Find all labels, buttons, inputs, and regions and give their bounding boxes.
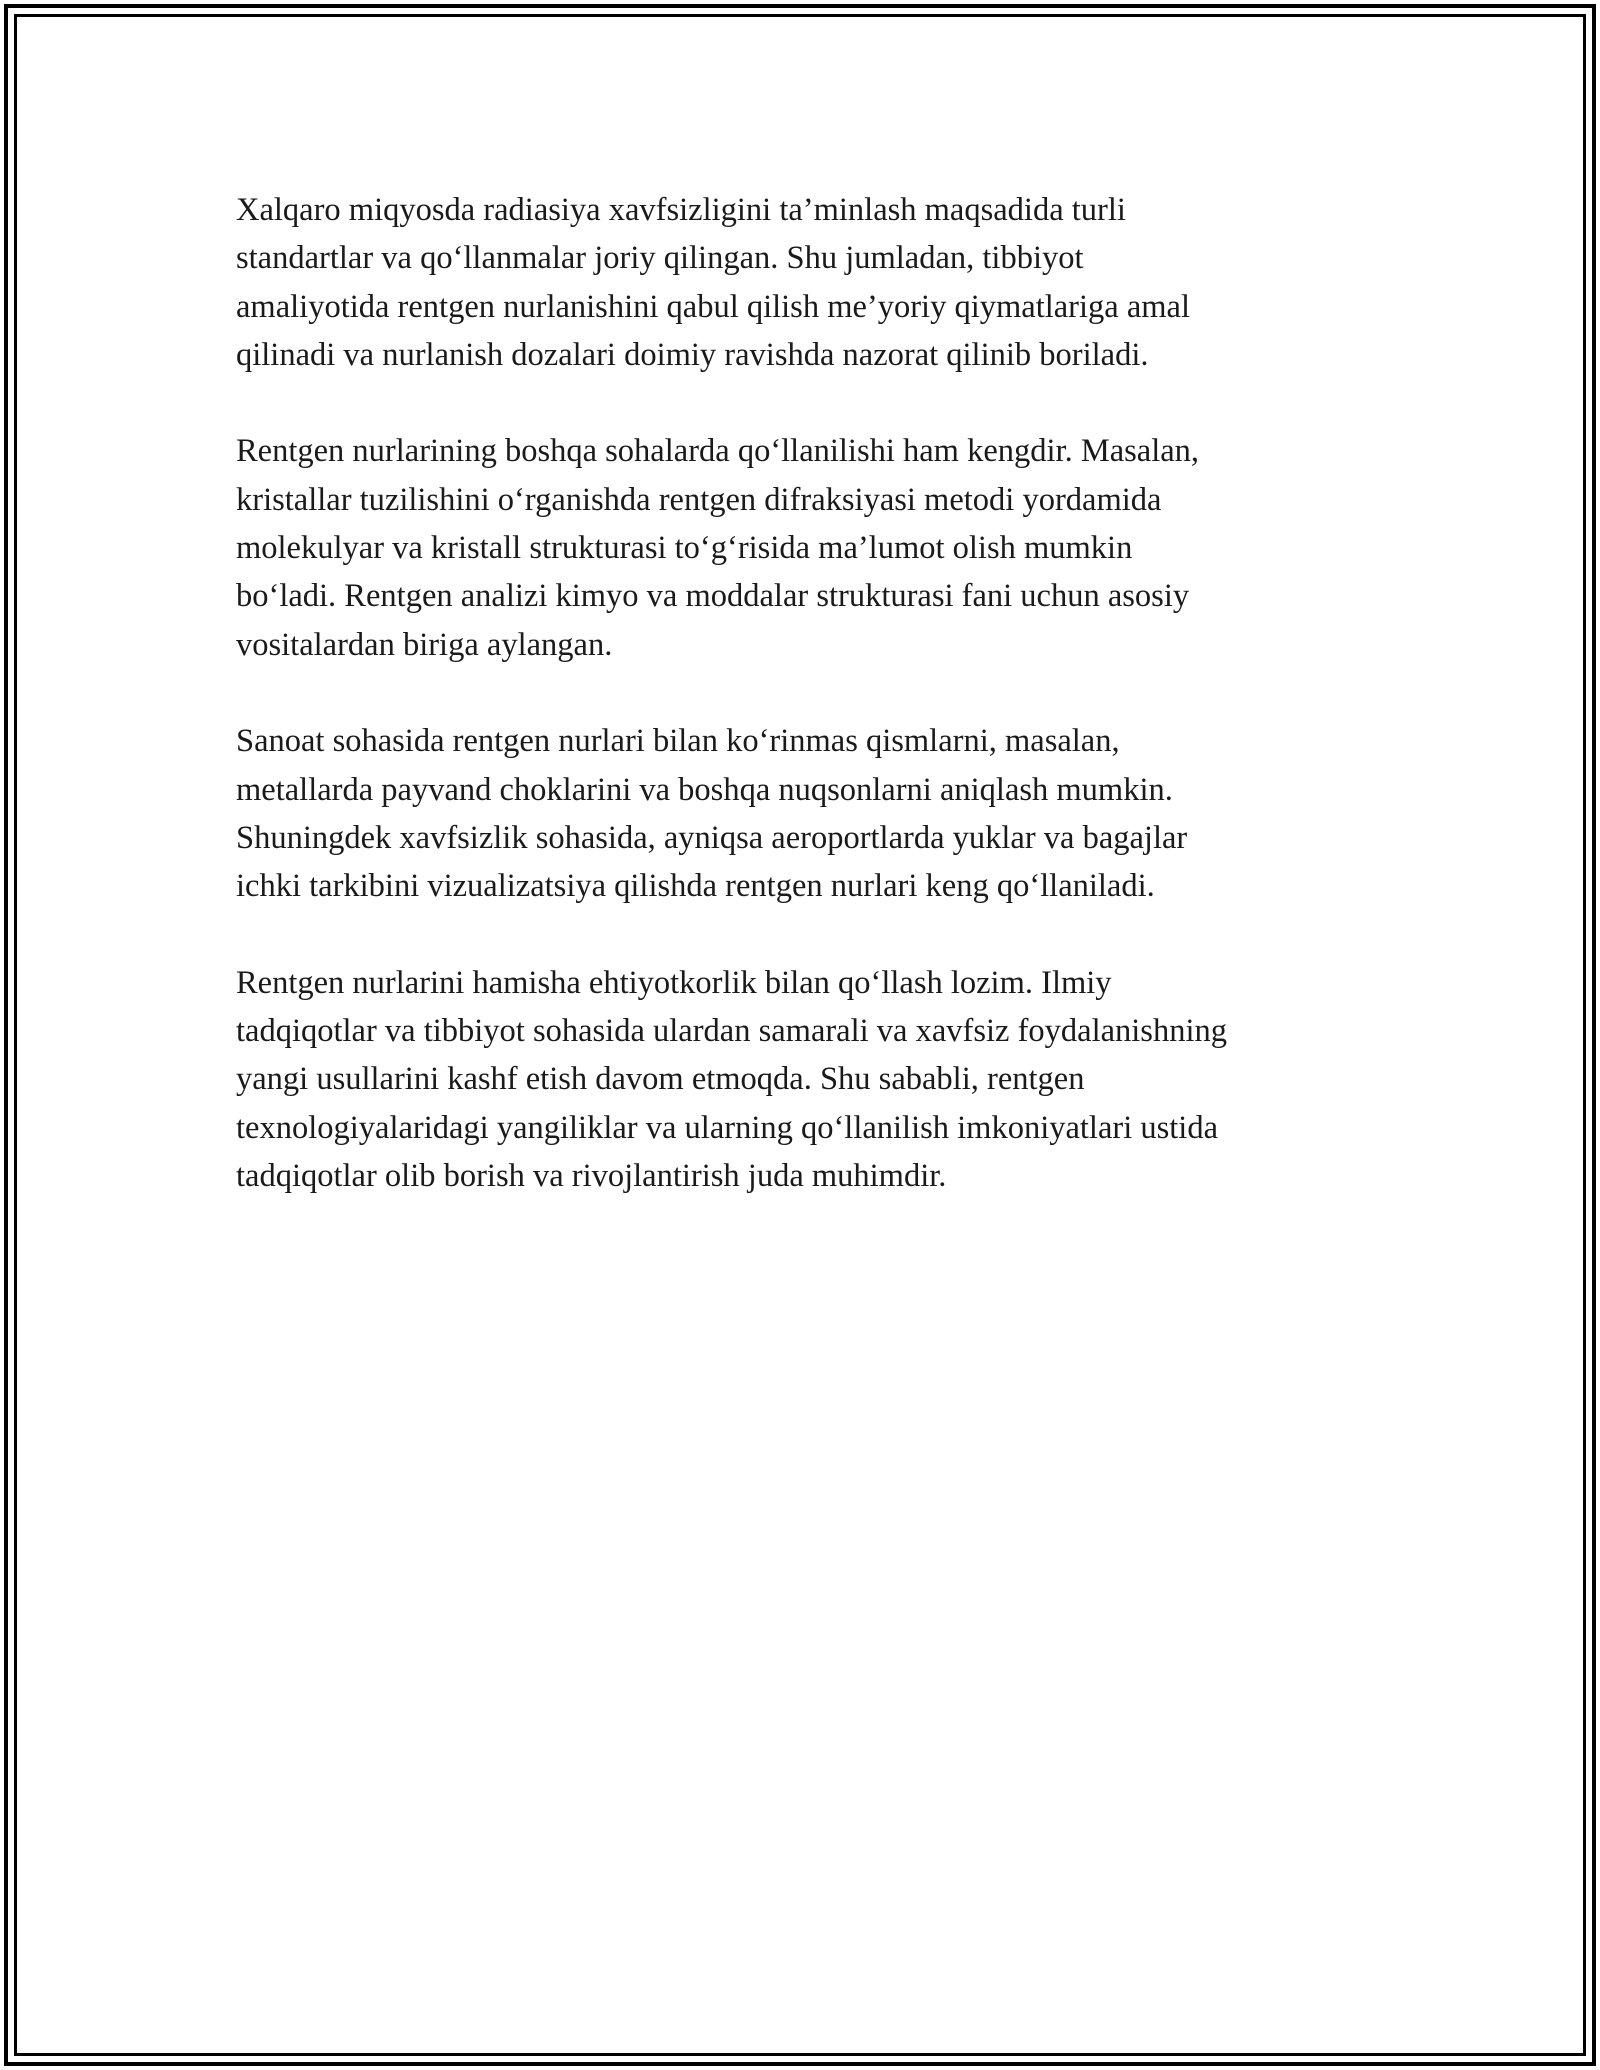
text-line: qilinadi va nurlanish dozalari doimiy ravishda nazorat qilinib boriladi. [236,336,1149,373]
text-line: Shuningdek xavfsizlik sohasida, ayniqsa aeroportlarda yuklar va bagajlar [236,819,1188,856]
text-line: ichki tarkibini vizualizatsiya qilishda rentgen nurlari keng qo‘llaniladi. [236,868,1155,905]
text-line: vositalardan biriga aylangan. [236,626,613,663]
paragraph-1 [236,186,1366,379]
paragraph-4 [236,959,1366,1200]
text-line: yangi usullarini kashf etish davom etmoqda. Shu sababli, rentgen [236,1061,1085,1098]
text-line: Xalqaro miqyosda radiasiya xavfsizligini ta’minlash maqsadida turli [236,192,1126,228]
text-line: metallarda payvand choklarini va boshqa nuqsonlarni aniqlash mumkin. [236,771,1173,808]
paragraph-2 [236,427,1366,668]
paragraph-3 [236,717,1366,910]
text-line: Sanoat sohasida rentgen nurlari bilan ko‘rinmas qismlarni, masalan, [236,723,1120,760]
text-line: tadqiqotlar olib borish va rivojlantirish juda muhimdir. [236,1157,947,1194]
text-line: tadqiqotlar va tibbiyot sohasida ulardan samarali va xavfsiz foydalanishning [236,1013,1227,1050]
text-line: texnologiyalaridagi yangiliklar va ularning qo‘llanilish imkoniyatlari ustida [236,1109,1218,1146]
text-line: Rentgen nurlarini hamisha ehtiyotkorlik bilan qo‘llash lozim. Ilmiy [236,964,1112,1001]
text-line: Rentgen nurlarining boshqa sohalarda qo‘llanilishi ham kengdir. Masalan, [236,433,1200,470]
text-line: standartlar va qo‘llanmalar joriy qilingan. Shu jumladan, tibbiyot [236,240,1084,277]
text-line: kristallar tuzilishini o‘rganishda rentgen difraksiyasi metodi yordamida [236,481,1162,518]
document-body [236,186,1366,1249]
text-line: molekulyar va kristall strukturasi to‘g‘risida ma’lumot olish mumkin [236,530,1133,567]
text-line: amaliyotida rentgen nurlanishini qabul qilish me’yoriy qiymatlariga amal [236,288,1190,325]
text-line: bo‘ladi. Rentgen analizi kimyo va moddalar strukturasi fani uchun asosiy [236,578,1190,615]
